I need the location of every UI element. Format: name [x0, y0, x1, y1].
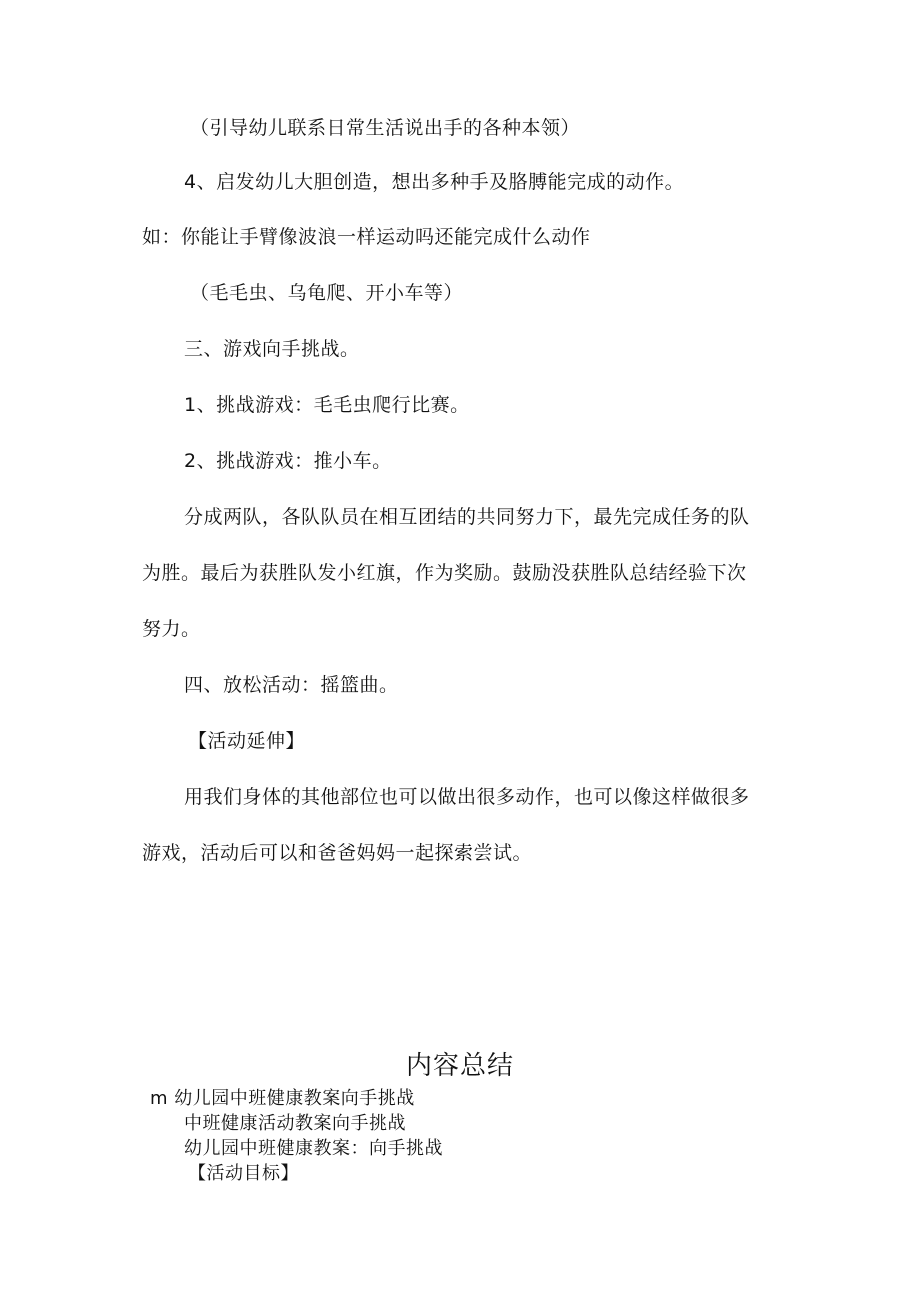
body-line-game-1: 1、挑战游戏：毛毛虫爬行比赛。 — [184, 394, 470, 416]
body-line-game-2: 2、挑战游戏：推小车。 — [184, 450, 392, 472]
summary-line-2: 中班健康活动教案向手挑战 — [184, 1113, 406, 1134]
section-heading-extension: 【活动延伸】 — [188, 730, 306, 752]
body-line-step-4: 4、启发幼儿大胆创造，想出多种手及胳膊能完成的动作。 — [184, 171, 685, 193]
section-heading-game: 三、游戏向手挑战。 — [184, 338, 360, 360]
body-paragraph-line-2: 为胜。最后为获胜队发小红旗，作为奖励。鼓励没获胜队总结经验下次 — [142, 562, 747, 584]
body-line-example: 如：你能让手臂像波浪一样运动吗还能完成什么动作 — [142, 226, 591, 248]
section-heading-relax: 四、放松活动：摇篮曲。 — [184, 674, 399, 696]
body-line-examples-list: （毛毛虫、乌龟爬、开小车等） — [190, 282, 464, 304]
summary-line-4: 【活动目标】 — [188, 1163, 299, 1184]
body-extension-line-2: 游戏，活动后可以和爸爸妈妈一起探索尝试。 — [142, 842, 533, 864]
body-extension-line-1: 用我们身体的其他部位也可以做出很多动作，也可以像这样做很多 — [184, 786, 750, 808]
body-paragraph-line-1: 分成两队，各队队员在相互团结的共同努力下，最先完成任务的队 — [184, 506, 750, 528]
summary-line-1: m 幼儿园中班健康教案向手挑战 — [150, 1088, 415, 1109]
summary-title: 内容总结 — [405, 1051, 514, 1081]
body-paragraph-line-3: 努力。 — [142, 618, 201, 640]
body-line-guide: （引导幼儿联系日常生活说出手的各种本领） — [190, 117, 581, 139]
summary-line-3: 幼儿园中班健康教案：向手挑战 — [184, 1138, 443, 1159]
